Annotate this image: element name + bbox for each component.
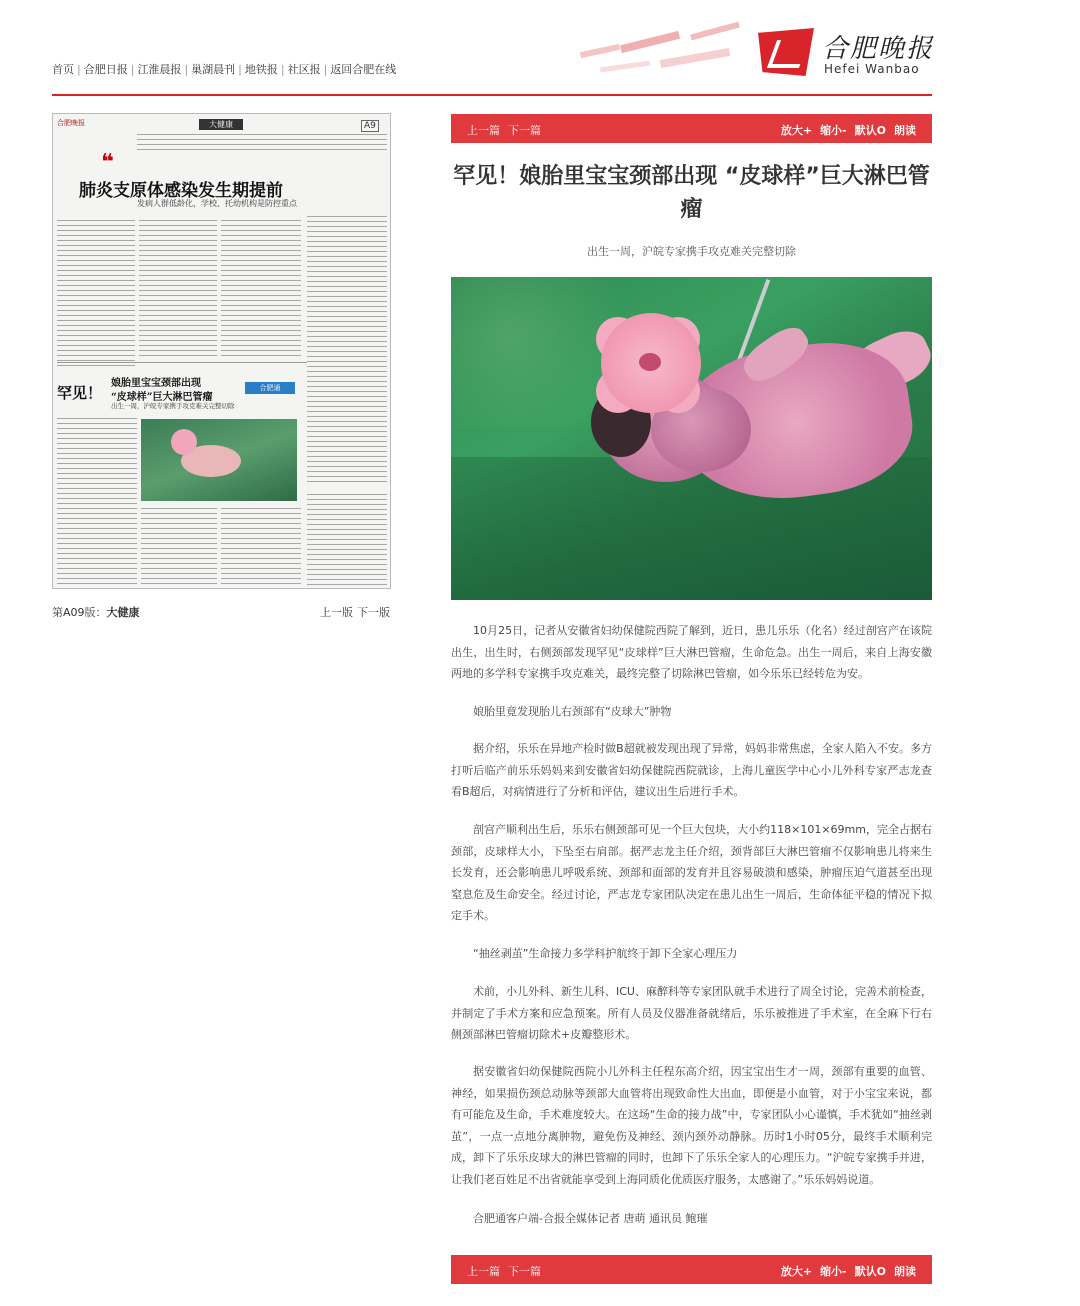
nav-separator: |	[238, 63, 242, 76]
page-nav	[320, 604, 394, 620]
paper-page-number: A9	[361, 120, 379, 132]
article-paragraph: 据介绍，乐乐在异地产检时做B超就被发现出现了异常，妈妈非常焦虑，全家人陷入不安。多方打听后临产前乐乐妈妈来到安徽省妇幼保健院西院就诊，上海儿童医学中心小儿外科专家严志龙查看B超后，对病情进行了分析和评估，建议出生后进行手术。	[451, 742, 932, 798]
paper-badge: 合肥通	[245, 382, 295, 394]
next-article-button[interactable]: 下一篇	[508, 124, 541, 137]
site-header	[0, 0, 1080, 100]
article-title: 罕见！娘胎里宝宝颈部出现 “皮球样”巨大淋巴管瘤	[453, 164, 930, 222]
article-paragraph: 剖宫产顺利出生后，乐乐右侧颈部可见一个巨大包块，大小约118×101×69mm，完全占据右颈部，皮球样大小，下坠至右肩部。据严志龙主任介绍，颈背部巨大淋巴管瘤不仅影响患儿将来生长发育，还会影响患儿呼吸系统、颈部和面部的发育并且容易破溃和感染，肿瘤压迫气道甚至出现窒息危及生命安全。经过讨论，严志龙专家团队决定在患儿出生一周后，生命体征平稳的情况下拟定手术。	[451, 823, 932, 922]
article-toolbar-bottom	[451, 1255, 932, 1284]
next-page-link[interactable]: 下一版	[357, 606, 390, 619]
paper-text-block	[221, 506, 301, 586]
paper-text-block	[141, 506, 217, 586]
paper-text-block	[57, 416, 137, 586]
logo-english: Hefei Wanbao	[824, 62, 920, 76]
paper-photo	[141, 419, 297, 501]
paper-headline-2-line2[interactable]: “皮球样”巨大淋巴管瘤	[111, 392, 213, 403]
nav-separator: |	[323, 63, 328, 76]
article-paragraph: 10月25日，记者从安徽省妇幼保健院西院了解到，近日，患儿乐乐（化名）经过剖宫产在该院出生，出生时，右侧颈部发现罕见“皮球样”巨大淋巴管瘤，生命危急。出生一周后，来自上海安徽两地的多学科专家携手攻克难关，最终完整了切除淋巴管瘤，如今乐乐已经转危为安。	[451, 624, 932, 680]
page-info	[52, 604, 140, 620]
paper-text-block	[57, 218, 135, 368]
paper-text-block	[307, 492, 387, 586]
header-divider	[52, 94, 932, 96]
article-paragraph: 据安徽省妇幼保健院西院小儿外科主任程东高介绍，因宝宝出生才一周，颈部有重要的血管、神经，如果损伤颈总动脉等颈部大血管将出现致命性大出血，即便是小血管，对于小宝宝来说，都有可能危及生命，手术难度较大。在这场“生命的接力战”中，专家团队小心谨慎，手术犹如“抽丝剥茧”，一点一点地分离肿物，避免伤及神经、颈内颈外动静脉。历时1小时05分，最终手术顺利完成，卸下了乐乐皮球大的淋巴管瘤的同时，也卸下了乐乐全家人的心理压力。“沪皖专家携手并进，让我们老百姓足不出省就能享受到上海同质化优质医疗服务，太感谢了。”乐乐妈妈说道。	[451, 1065, 932, 1186]
nav-separator: |	[184, 63, 189, 76]
nav-hefei-daily[interactable]: 合肥日报	[83, 63, 128, 76]
zoom-in-button[interactable]: 放大+	[780, 1265, 813, 1278]
header-decoration	[560, 18, 760, 78]
newspaper-page-thumbnail[interactable]	[52, 113, 391, 589]
prev-article-button[interactable]: 上一篇	[467, 124, 500, 137]
nav-community[interactable]: 社区报	[287, 63, 321, 76]
nav-separator: |	[280, 63, 285, 76]
logo-chinese: 合肥晚报	[822, 34, 935, 64]
page-info-label: 第A09版：	[52, 606, 107, 619]
zoom-out-button[interactable]: 缩小-	[820, 124, 847, 137]
paper-subhead-1: 发病人群低龄化，学校、托幼机构是防控重点	[137, 199, 297, 208]
zoom-in-button[interactable]: 放大+	[780, 124, 813, 137]
page-info-section: 大健康	[106, 606, 140, 619]
paper-photo-flower	[171, 429, 197, 455]
article-photo	[451, 277, 932, 600]
paper-text-block	[137, 132, 387, 152]
next-article-button[interactable]: 下一篇	[508, 1265, 541, 1278]
prev-article-button[interactable]: 上一篇	[467, 1265, 500, 1278]
nav-chaohu-morning[interactable]: 巢湖晨刊	[191, 63, 236, 76]
read-aloud-button[interactable]: 朗读	[894, 124, 916, 137]
default-size-button[interactable]: 默认O	[854, 124, 886, 137]
paper-divider	[57, 362, 307, 363]
nav-separator: |	[77, 63, 81, 76]
paper-text-block	[307, 214, 387, 484]
article-subheading: “抽丝剥茧”生命接力多学科护航终于卸下全家心理压力	[473, 947, 738, 960]
quote-mark-icon: ❝	[101, 150, 114, 175]
article-subheading: 娘胎里竟发现胎儿右颈部有“皮球大”肿物	[473, 705, 672, 718]
article-subtitle: 出生一周，沪皖专家携手攻克难关完整切除	[587, 245, 796, 258]
article-byline: 合肥通客户端-合报全媒体记者 唐萌 通讯员 鲍璀	[473, 1212, 708, 1225]
zoom-out-button[interactable]: 缩小-	[820, 1265, 847, 1278]
article-toolbar-top	[451, 114, 932, 143]
paper-text-block	[139, 218, 217, 358]
default-size-button[interactable]: 默认O	[854, 1265, 886, 1278]
paper-headline-2-line1[interactable]: 娘胎里宝宝颈部出现	[111, 378, 201, 389]
site-logo[interactable]	[758, 22, 938, 82]
paper-text-block	[221, 218, 301, 358]
paper-section-label: 大健康	[199, 119, 243, 130]
paper-masthead: 合肥晚报	[57, 119, 85, 127]
read-aloud-button[interactable]: 朗读	[894, 1265, 916, 1278]
top-nav	[52, 61, 396, 77]
article-paragraph: 术前，小儿外科、新生儿科、ICU、麻醉科等专家团队就手术进行了周全讨论，完善术前检查，并制定了手术方案和应急预案。所有人员及仪器准备就绪后，乐乐被推进了手术室，在全麻下行右侧颈部淋巴管瘤切除术+皮瓣整形术。	[451, 985, 932, 1041]
nav-home[interactable]: 首页	[52, 63, 74, 76]
paper-headline-2-sub: 出生一周，沪皖专家携手攻克难关完整切除	[111, 402, 235, 410]
prev-page-link[interactable]: 上一版	[320, 606, 353, 619]
nav-jianghuai-morning[interactable]: 江淮晨报	[137, 63, 182, 76]
photo-flower-headband	[601, 313, 701, 413]
logo-mark-icon	[758, 28, 814, 76]
nav-back-hefei-online[interactable]: 返回合肥在线	[330, 63, 397, 76]
paper-headline-1[interactable]: 肺炎支原体感染发生期提前	[79, 181, 283, 201]
nav-metro[interactable]: 地铁报	[244, 63, 278, 76]
nav-separator: |	[130, 63, 135, 76]
paper-headline-2-lead[interactable]: 罕见！	[57, 384, 103, 402]
